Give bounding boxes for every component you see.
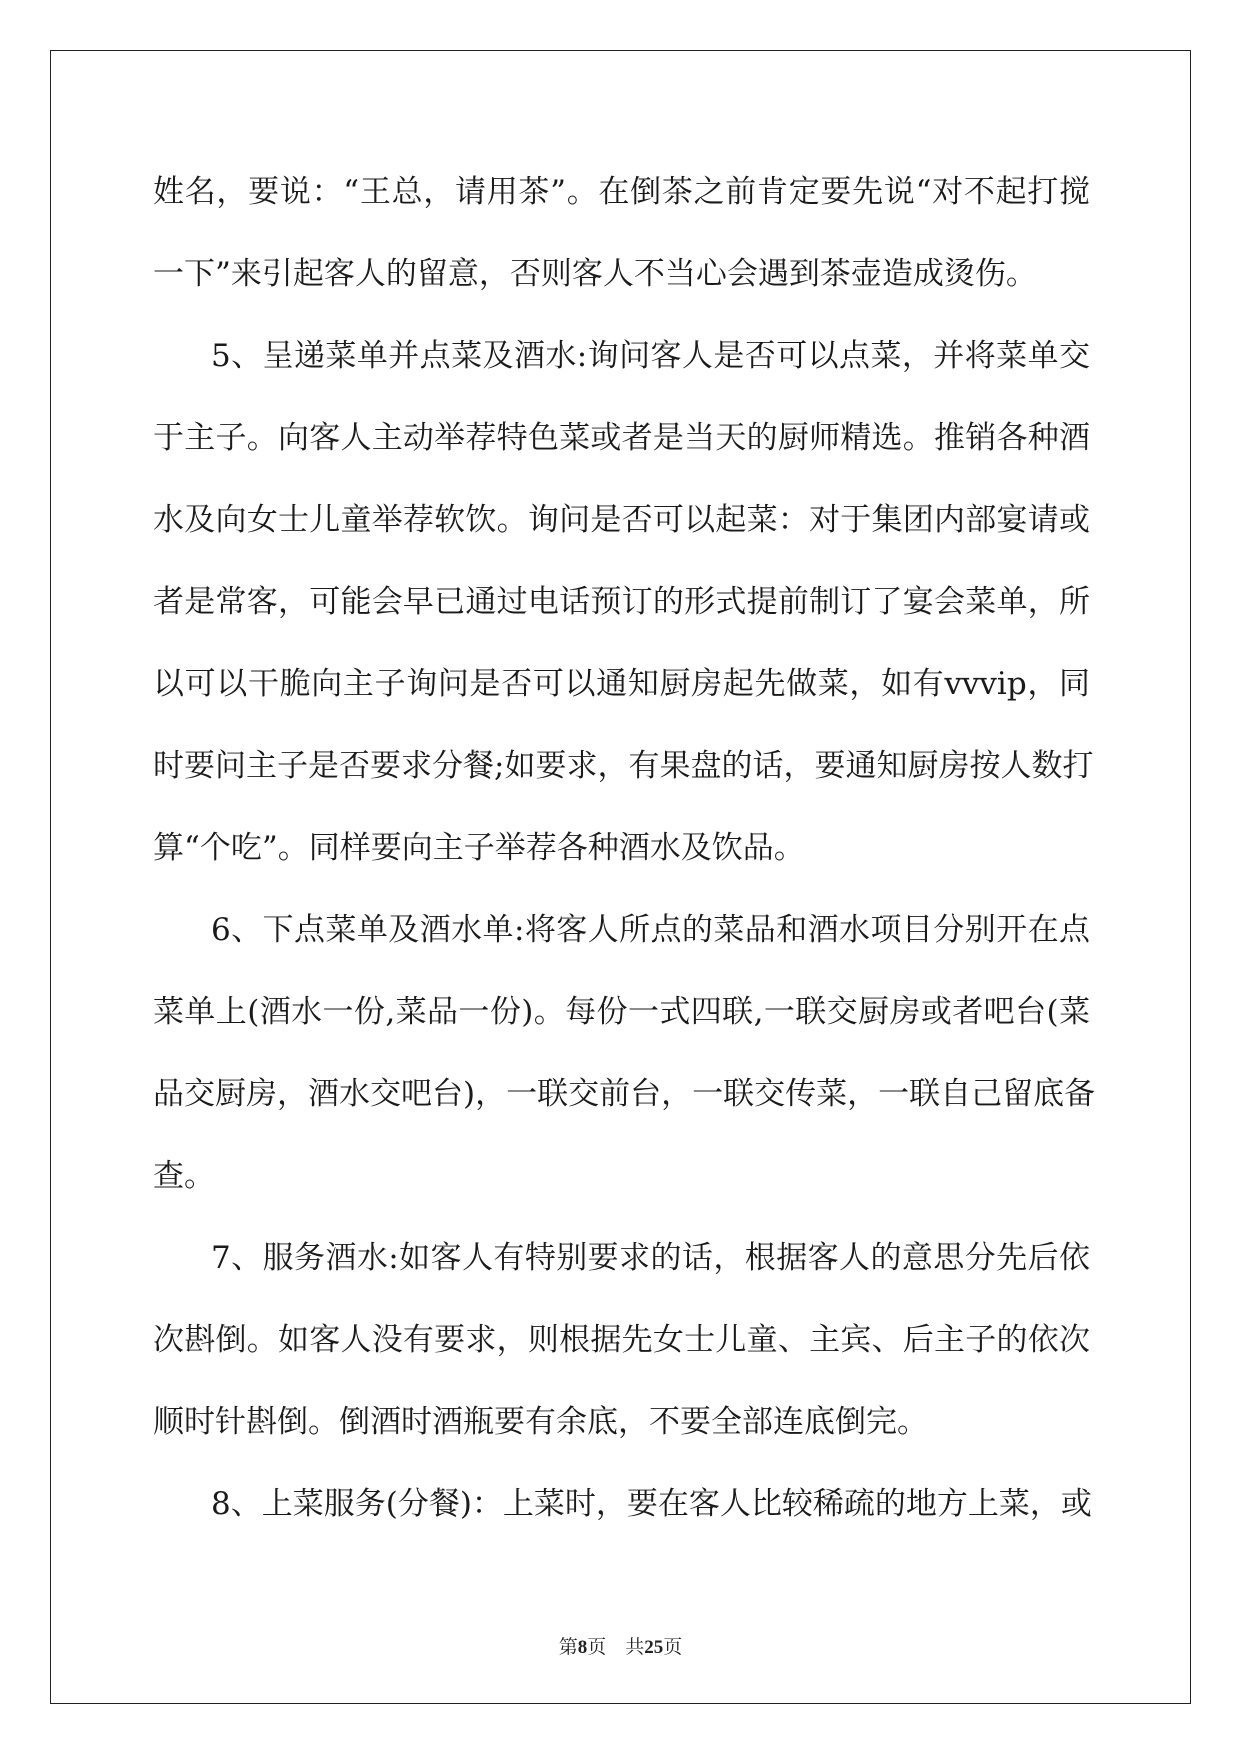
text-line: 水及向女士儿童举荐软饮。询问是否可以起菜：对于集团内部宴请或 <box>153 502 1090 538</box>
text-line: 顺时针斟倒。倒酒时酒瓶要有余底，不要全部连底倒完。 <box>153 1404 928 1440</box>
total-page-count: 25 <box>644 1637 664 1658</box>
footer-middle: 页 共 <box>587 1636 645 1658</box>
text-line: 查。 <box>153 1158 215 1194</box>
current-page-number: 8 <box>577 1637 588 1658</box>
footer-suffix: 页 <box>663 1636 683 1658</box>
text-line: 6、下点菜单及酒水单:将客人所点的菜品和酒水项目分别开在点 <box>211 912 1090 948</box>
text-line: 姓名，要说：“王总，请用茶”。在倒茶之前肯定要先说“对不起打搅 <box>153 174 1090 210</box>
text-line: 次斟倒。如客人没有要求，则根据先女士儿童、主宾、后主子的依次 <box>153 1322 1090 1358</box>
text-line: 5、呈递菜单并点菜及酒水:询问客人是否可以点菜，并将菜单交 <box>211 338 1090 374</box>
page-footer <box>0 1632 1241 1659</box>
text-line: 算“个吃”。同样要向主子举荐各种酒水及饮品。 <box>153 830 805 866</box>
text-line: 一下”来引起客人的留意，否则客人不当心会遇到茶壶造成烫伤。 <box>153 256 1037 292</box>
text-line: 8、上菜服务(分餐)：上菜时，要在客人比较稀疏的地方上菜，或 <box>211 1486 1092 1522</box>
text-line: 者是常客，可能会早已通过电话预订的形式提前制订了宴会菜单，所 <box>153 584 1090 620</box>
text-line: 菜单上(酒水一份,菜品一份)。每份一式四联,一联交厨房或者吧台(菜 <box>153 994 1090 1030</box>
text-line: 时要问主子是否要求分餐;如要求，有果盘的话，要通知厨房按人数打 <box>153 748 1094 784</box>
text-line: 以可以干脆向主子询问是否可以通知厨房起先做菜，如有vvvip，同 <box>153 666 1090 702</box>
document-body <box>153 165 1096 1559</box>
text-line: 于主子。向客人主动举荐特色菜或者是当天的厨师精选。推销各种酒 <box>153 420 1090 456</box>
footer-prefix: 第 <box>558 1636 578 1658</box>
text-line: 品交厨房，酒水交吧台)，一联交前台，一联交传菜，一联自己留底备 <box>153 1076 1096 1112</box>
text-line: 7、服务酒水:如客人有特别要求的话，根据客人的意思分先后依 <box>211 1240 1090 1276</box>
